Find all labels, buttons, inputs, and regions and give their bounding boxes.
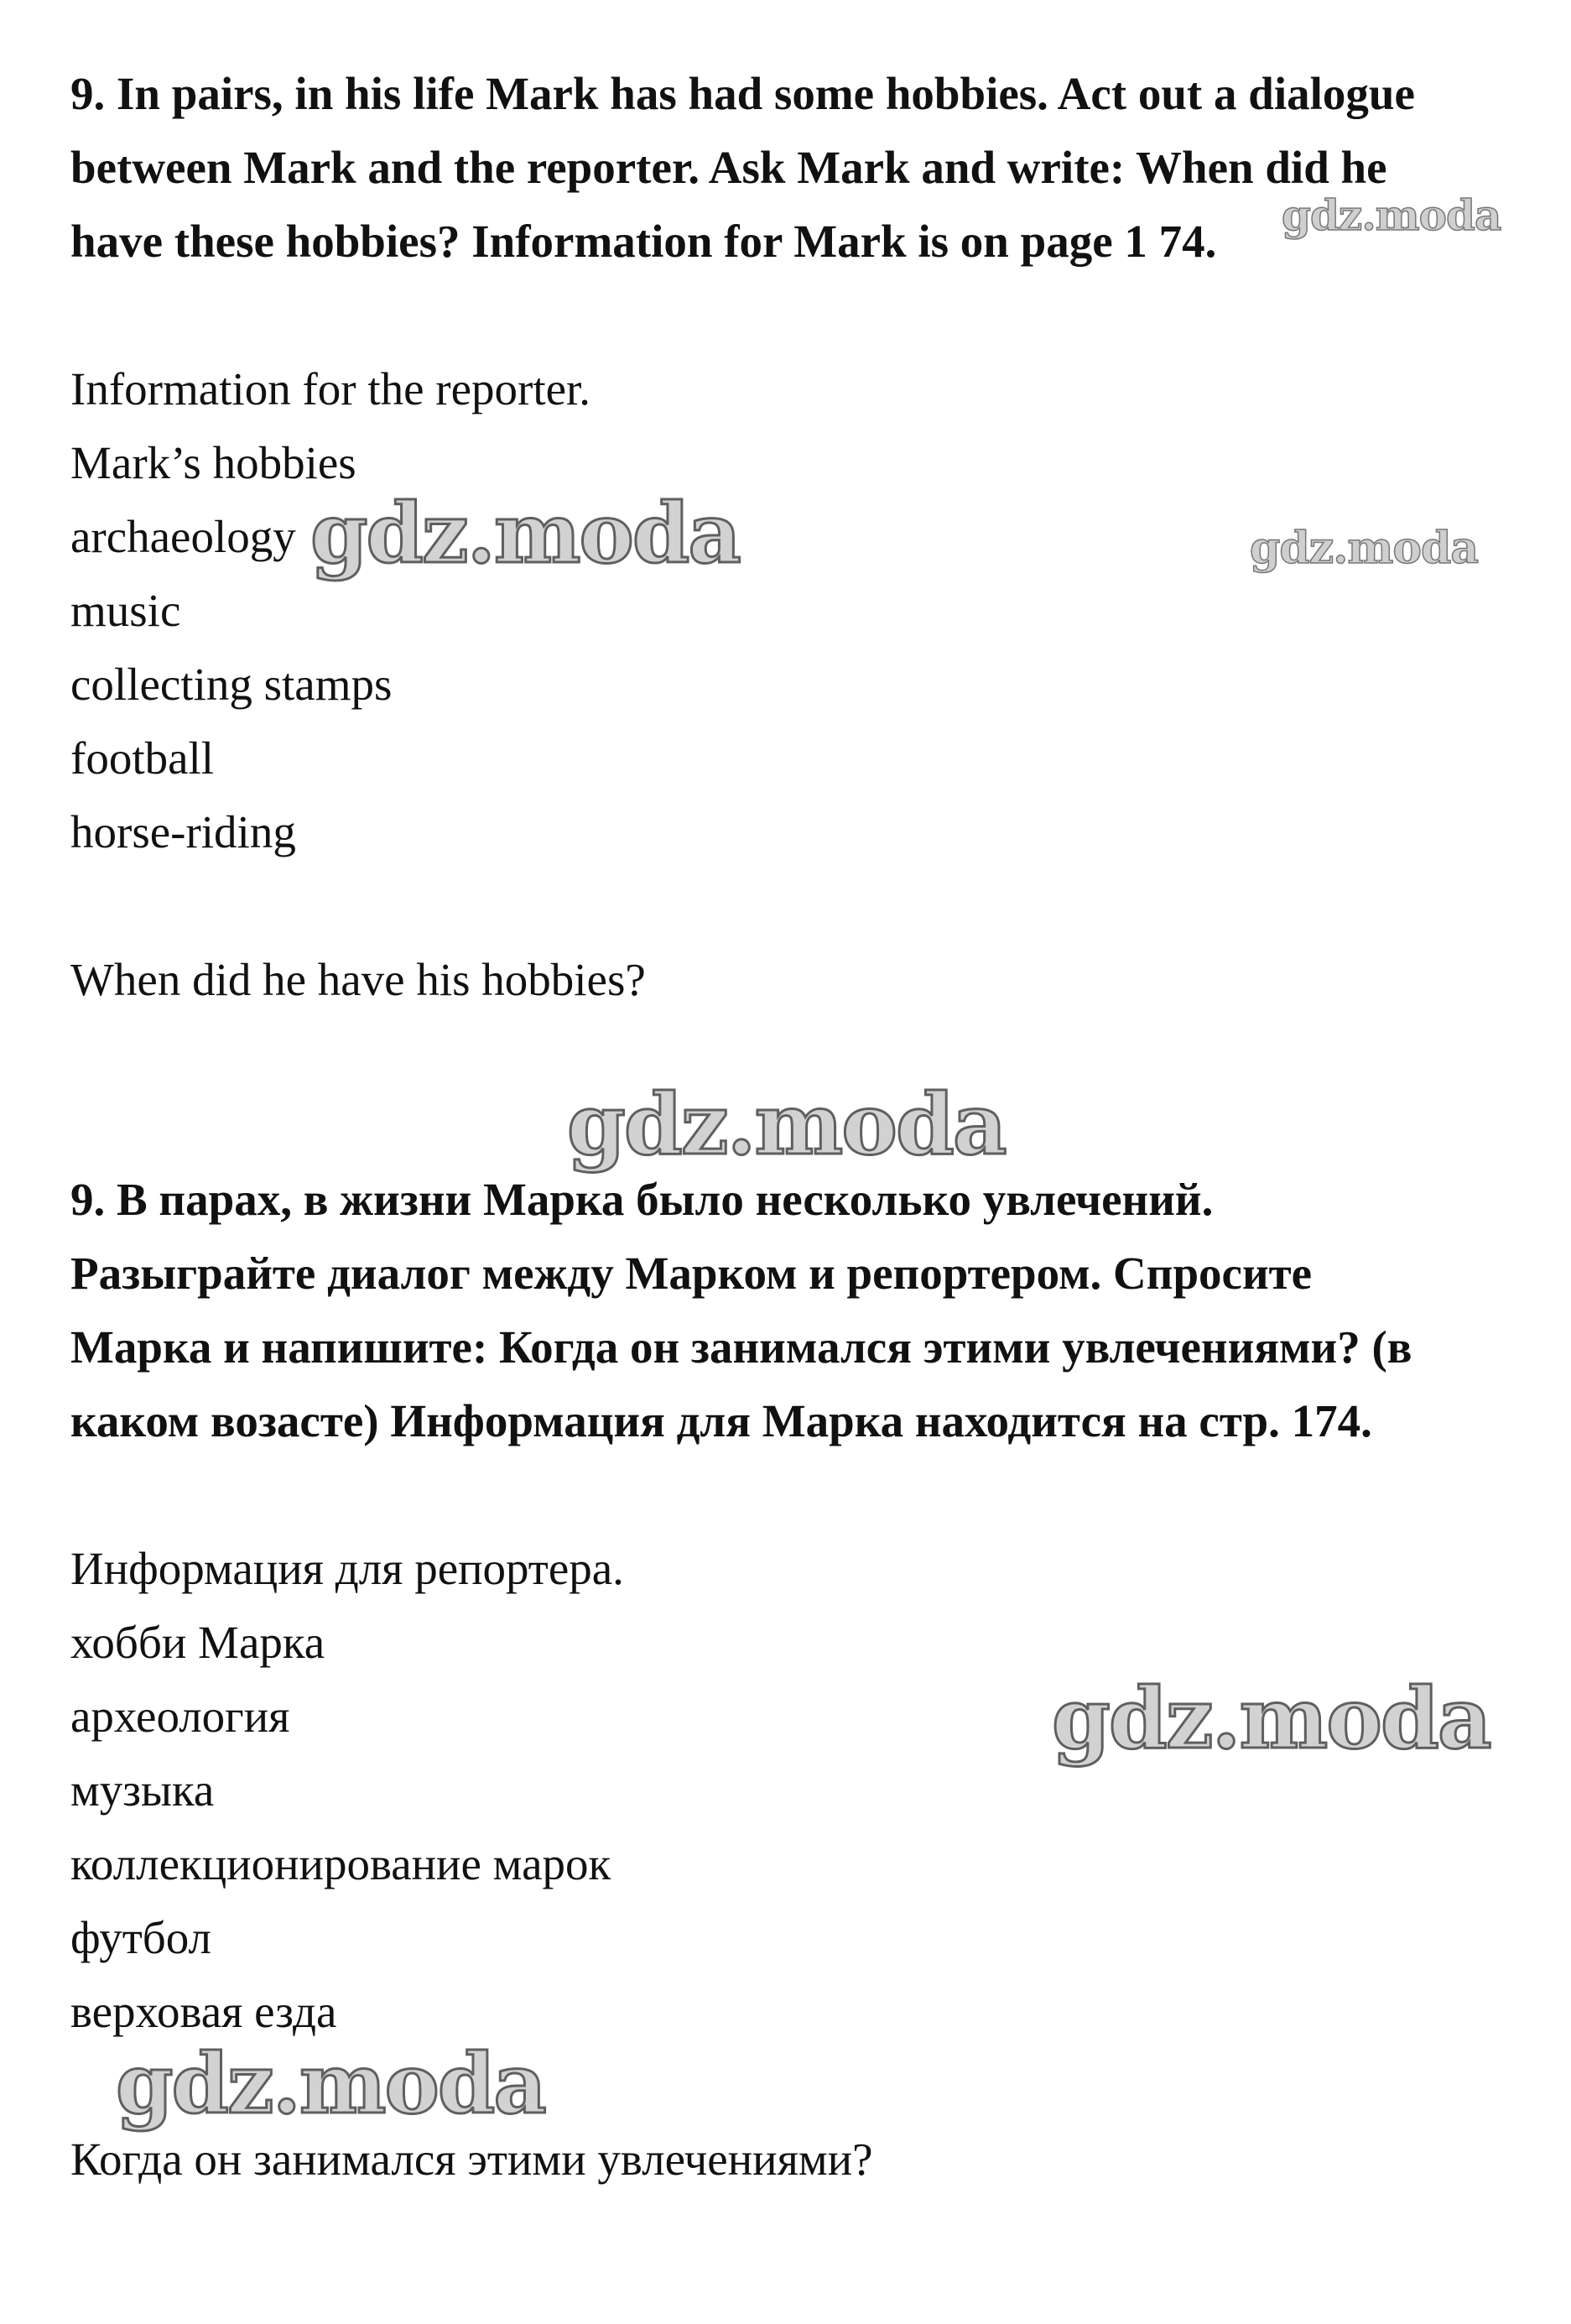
hobby-item-ru: футбол <box>70 1912 212 1963</box>
hobbies-title-en: Mark’s hobbies <box>70 437 356 488</box>
watermark-logo: gdz.moda <box>1282 190 1501 240</box>
question-ru: Когда он занимался этими увлечениями? <box>70 2134 873 2185</box>
watermark-logo: gdz.moda <box>116 2036 545 2133</box>
hobby-item-en: collecting stamps <box>70 659 393 710</box>
hobbies-title-ru: хобби Марка <box>70 1617 325 1668</box>
heading-en-line-1: 9. In pairs, in his life Mark has had some hobbies. Act out a dialogue <box>70 68 1415 119</box>
watermark-logo: gdz.moda <box>567 1075 1006 1174</box>
watermark-logo: gdz.moda <box>1250 523 1479 574</box>
hobby-item-en: music <box>70 585 181 636</box>
heading-en-line-2: between Mark and the reporter. Ask Mark and write: When did he <box>70 142 1387 193</box>
heading-ru-line-1: 9. В парах, в жизни Марка было несколько увлечений. <box>70 1174 1214 1225</box>
question-en: When did he have his hobbies? <box>70 954 646 1005</box>
watermark-logo: gdz.moda <box>310 486 740 582</box>
reporter-info-ru: Информация для репортера. <box>70 1543 624 1594</box>
exercise-heading-ru <box>70 1163 1530 1458</box>
watermark-logo: gdz.moda <box>1052 1669 1490 1768</box>
heading-ru-line-2: Разыграйте диалог между Марком и репортером. Спросите <box>70 1248 1313 1299</box>
hobby-item-ru: верховая езда <box>70 1986 337 2037</box>
heading-ru-line-3: Марка и напишите: Когда он занимался этими увлечениями? (в <box>70 1321 1412 1373</box>
exercise-heading-en <box>70 57 1530 279</box>
hobby-item-en: football <box>70 732 215 784</box>
hobby-item-en: horse-riding <box>70 806 296 857</box>
heading-ru-line-4: каком возасте) Информация для Марка находится на стр. 174. <box>70 1395 1372 1446</box>
heading-en-line-3: have these hobbies? Information for Mark is on page 1 74. <box>70 216 1217 267</box>
hobby-item-ru: музыка <box>70 1764 215 1816</box>
hobby-item-en: archaeology <box>70 511 296 562</box>
hobby-item-ru: коллекционирование марок <box>70 1838 611 1889</box>
hobby-item-ru: археология <box>70 1691 290 1742</box>
reporter-info-en: Information for the reporter. <box>70 363 591 414</box>
